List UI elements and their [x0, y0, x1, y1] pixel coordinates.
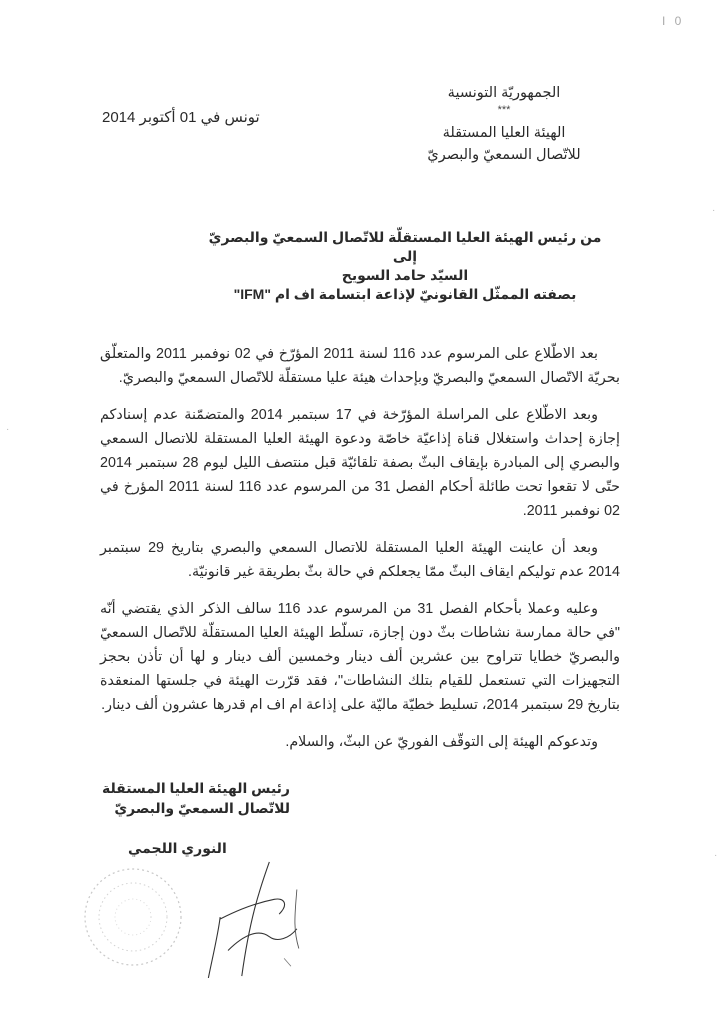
paragraph-text: بعد الاطّلاع على المرسوم عدد 116 لسنة 2011 المؤرّخ في 02 نوفمبر 2011 والمتعلّق بحريّة الاتّصال السمعيّ والبصريّ وبإحداث هيئة عليا مستقلّة للاتّصال السمعيّ والبصريّ. [100, 346, 620, 386]
paragraph-text: وبعد أن عاينت الهيئة العليا المستقلة للاتصال السمعي والبصري بتاريخ 29 سبتمبر 2014 عدم توليكم ايقاف البثّ ممّا يجعلكم في حالة بثّ بطريقة غير قانونيّة. [100, 540, 620, 580]
signatory-title-line1: رئيس الهيئة العليا المستقلة [101, 780, 290, 796]
letterhead [384, 82, 624, 166]
letterhead-authority-line1: الهيئة العليا المستقلة [442, 125, 566, 141]
letterhead-separator: *** [497, 104, 511, 116]
scan-speck: · [712, 205, 716, 216]
addressing-block [200, 228, 610, 304]
signatory-name: النوري اللجمي [128, 840, 227, 856]
body-paragraph-4 [100, 597, 620, 717]
body-paragraph-1 [100, 342, 620, 390]
paragraph-text: وبعد الاطّلاع على المراسلة المؤرّخة في 17 سبتمبر 2014 والمتضمّنة عدم إسنادكم إجازة إحداث واستغلال قناة إذاعيّة خاصّة ودعوة الهيئة العليا المستقلة للاتصال السمعي والبصري إلى المبادرة بإيقاف البثّ بصفة تلقائيّة قبل منتصف الليل ليوم 28 سبتمبر 2014 حتّى لا تقعوا تحت طائلة أحكام الفصل 31 من المرسوم عدد 116 لسنة 2011 المؤرخ في 02 نوفمبر 2011. [100, 407, 621, 519]
signature-area [78, 778, 318, 978]
closing-paragraph [100, 730, 620, 754]
paragraph-text: وعليه وعملا بأحكام الفصل 31 من المرسوم عدد 116 سالف الذكر الذي يقتضي أنّه "في حالة ممارسة نشاطات بثّ دون إجازة، تسلّط الهيئة العليا المستقلّة للاتّصال السمعيّ والبصريّ خطايا تتراوح بين عشرين ألف دينار وخمسين ألف دينار و لها أن تأذن بحجز التجهيزات التي تستعمل للقيام بتلك النشاطات"، فقد قرّرت الهيئة في جلستها المنعقدة بتاريخ 29 سبتمبر 2014، تسليط خطيّة ماليّة على إذاعة ام اف ام قدرها عشرون ألف دينار. [100, 601, 620, 713]
scan-speck: · [6, 424, 10, 435]
letterhead-authority-line2: للاتّصال السمعيّ والبصريّ [427, 147, 581, 163]
letter-body [100, 342, 620, 754]
paragraph-text: وتدعوكم الهيئة إلى التوقّف الفوريّ عن البثّ، والسلام. [285, 734, 598, 750]
scan-speck: · [714, 850, 718, 861]
to-line: إلى [392, 248, 418, 264]
body-paragraph-3 [100, 536, 620, 584]
body-paragraph-2 [100, 403, 620, 523]
sender-line: من رئيس الهيئة العليا المستقلّة للاتّصال السمعيّ والبصريّ [208, 229, 602, 245]
signatory-title-line2: للاتّصال السمعيّ والبصريّ [114, 800, 290, 816]
recipient-line: السيّد حامد السويح [341, 267, 469, 283]
page-number-mark: I 0 [662, 14, 685, 28]
recipient-capacity-line: بصفته الممثّل القانونيّ لإذاعة ابتسامة اف ام "IFM" [233, 286, 577, 302]
handwritten-signature-icon [150, 860, 310, 978]
signatory-title [90, 778, 290, 818]
letter-date: تونس في 01 أكتوبر 2014 [102, 109, 260, 126]
letterhead-country: الجمهوريّة التونسية [447, 85, 561, 101]
